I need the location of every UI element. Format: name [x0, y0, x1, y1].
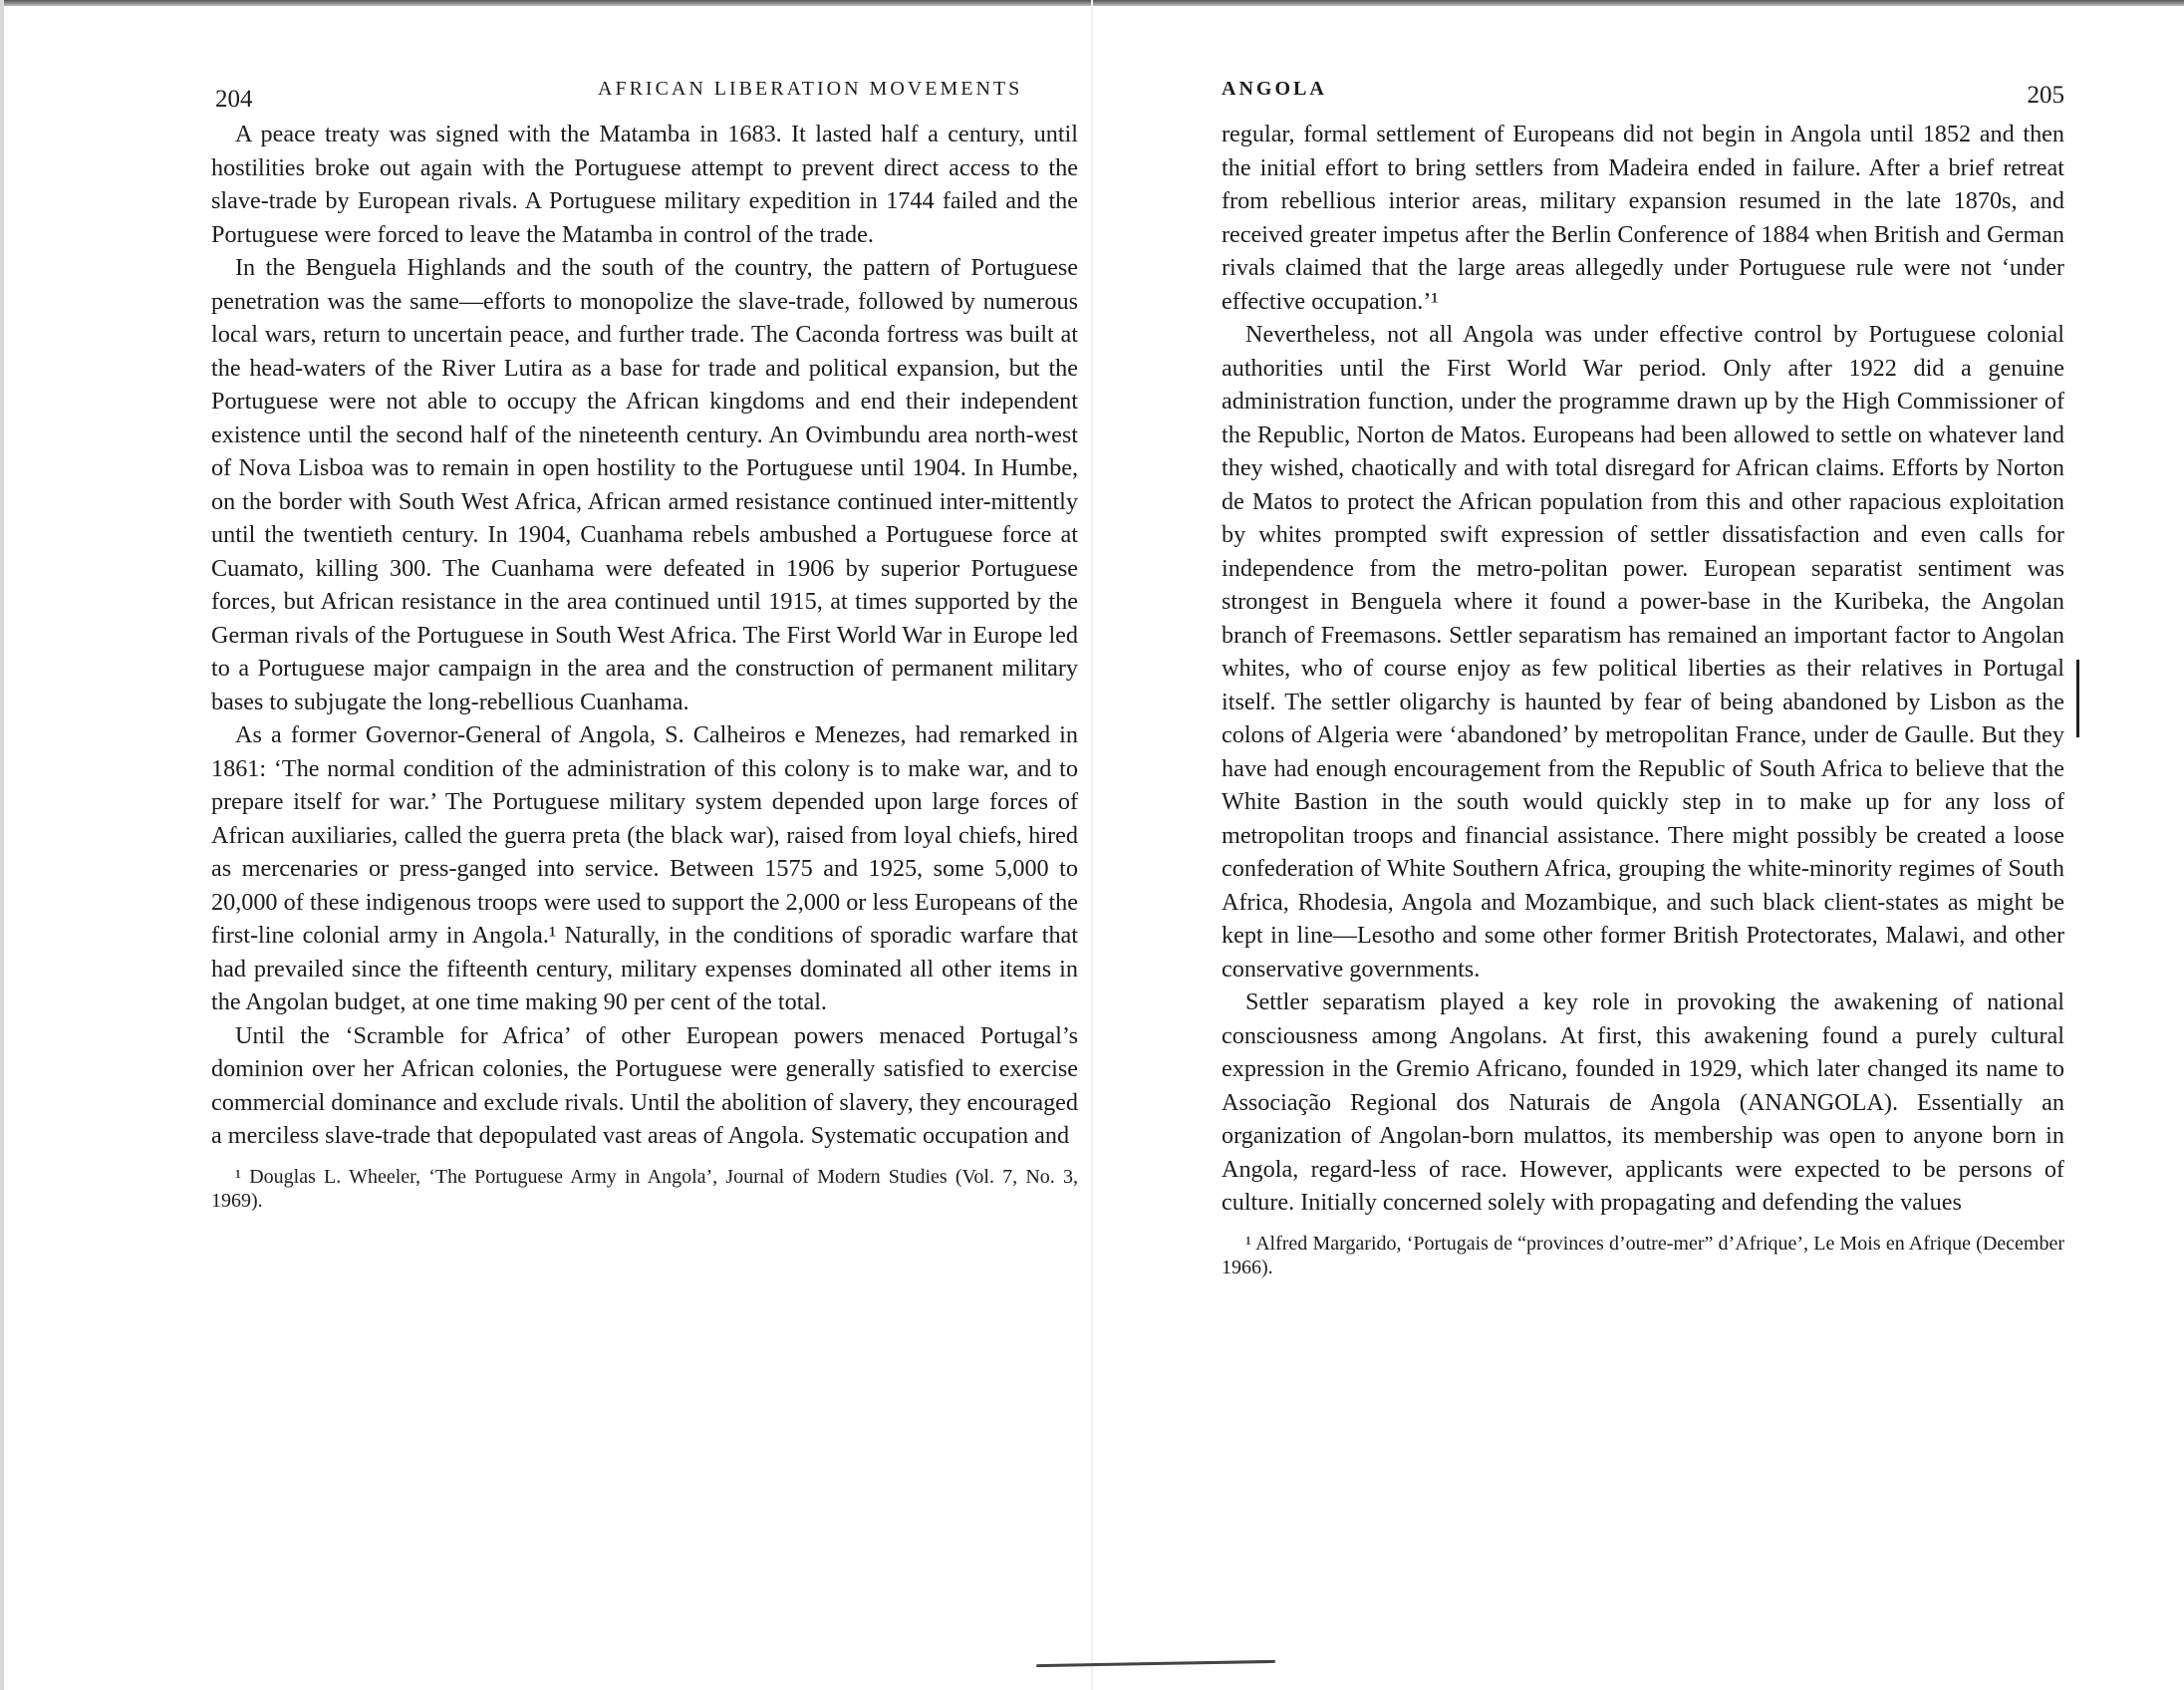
right-page: [1222, 70, 2064, 1279]
right-paragraph-1: regular, formal settlement of Europeans did not begin in Angola until 1852 and then the initial effort to bring settlers from Madeira ended in failure. After a brief retreat from rebellious interior areas, military expansion resumed in the late 1870s, and received greater impetus after the Berlin Conference of 1884 when British and German rivals claimed that the large areas allegedly under Portuguese rule were not ‘under effective occupation.’¹: [1222, 121, 2064, 315]
right-running-header: [1222, 70, 2064, 118]
left-running-head-title: AFRICAN LIBERATION MOVEMENTS: [598, 78, 1023, 100]
right-paragraph-2: Nevertheless, not all Angola was under effective control by Portuguese colonial authorities until the First World War period. Only after 1922 did a genuine administration function, under the programme drawn up by the High Commissioner of the Republic, Norton de Matos. Europeans had been allowed to settle on whatever land they wished, chaotically and with total disregard for African claims. Efforts by Norton de Matos to protect the African population from this and other rapacious exploitation by whites prompted swift expression of settler dissatisfaction and even calls for independence from the metro-politan power. European separatist sentiment was strongest in Benguela where it found a power-base in the Kuribeka, the Angolan branch of Freemasons. Settler separatism has remained an important factor to Angolan whites, who of course enjoy as few political liberties as their relatives in Portugal itself. The settler oligarchy is haunted by fear of being abandoned by Lisbon as the colons of Algeria were ‘abandoned’ by metropolitan France, under de Gaulle. But they have had enough encouragement from the Republic of South Africa to believe that the White Bastion in the south would quickly step in to make up for any loss of metropolitan troops and financial assistance. There might possibly be created a loose confederation of White Southern Africa, grouping the white-minority regimes of South Africa, Rhodesia, Angola and Mozambique, and such black client-states as might be kept in line—Lesotho and some other former British Protectorates, Malawi, and other conservative governments.: [1222, 321, 2064, 983]
left-page: [211, 70, 1078, 1213]
left-page-number: 204: [215, 86, 253, 113]
left-paragraph-2: In the Benguela Highlands and the south of the country, the pattern of Portuguese penetration was the same—efforts to monopolize the slave-trade, followed by numerous local wars, return to uncertain peace, and further trade. The Caconda fortress was built at the head-waters of the River Lutira as a base for trade and political expansion, but the Portuguese were not able to occupy the African kingdoms and end their independent existence until the second half of the nineteenth century. An Ovimbundu area north-west of Nova Lisboa was to remain in open hostility to the Portuguese until 1904. In Humbe, on the border with South West Africa, African armed resistance continued inter-mittently until the twentieth century. In 1904, Cuanhama rebels ambushed a Portuguese force at Cuamato, killing 300. The Cuanhama were defeated in 1906 by superior Portuguese forces, but African resistance in the area continued until 1915, at times supported by the German rivals of the Portuguese in South West Africa. The First World War in Europe led to a Portuguese major campaign in the area and the construction of permanent military bases to subjugate the long-rebellious Cuanhama.: [211, 254, 1078, 715]
scan-bottom-mark: [1036, 1660, 1275, 1667]
left-paragraph-4: Until the ‘Scramble for Africa’ of other European powers menaced Portugal’s dominion over her African colonies, the Portuguese were generally satisfied to exercise commercial dominance and exclude rivals. Until the abolition of slavery, they encouraged a merciless slave-trade that depopulated vast areas of Angola. Systematic occupation and: [211, 1021, 1078, 1149]
right-running-head-title: ANGOLA: [1222, 78, 1327, 100]
left-footnote: ¹ Douglas L. Wheeler, ‘The Portuguese Army in Angola’, Journal of Modern Studies (Vol. 7, No. 3, 1969).: [211, 1165, 1078, 1212]
scan-left-edge: [0, 0, 4, 1690]
right-paragraph-3: Settler separatism played a key role in provoking the awakening of national consciousness among Angolans. At first, this awakening found a purely cultural expression in the Gremio Africano, founded in 1929, which later changed its name to Associação Regional dos Naturais de Angola (ANANGOLA). Essentially an organization of Angolan-born mulattos, its membership was open to anyone born in Angola, regard-less of race. However, applicants were expected to be persons of culture. Initially concerned solely with propagating and defending the values: [1222, 988, 2064, 1216]
book-spine: [1091, 0, 1093, 1690]
right-footnote: ¹ Alfred Margarido, ‘Portugais de “provinces d’outre-mer” d’Afrique’, Le Mois en Afrique (December 1966).: [1222, 1232, 2064, 1278]
left-paragraph-1: A peace treaty was signed with the Matamba in 1683. It lasted half a century, until hostilities broke out again with the Portuguese attempt to prevent direct access to the slave-trade by European rivals. A Portuguese military expedition in 1744 failed and the Portuguese were forced to leave the Matamba in control of the trade.: [211, 121, 1078, 248]
left-running-header: [211, 70, 1078, 118]
left-paragraph-3: As a former Governor-General of Angola, S. Calheiros e Menezes, had remarked in 1861: ‘The normal condition of the administration of this colony is to make war, and to prepare itself for war.’ The Portuguese military system depended upon large forces of African auxiliaries, called the guerra preta (the black war), raised from loyal chiefs, hired as mercenaries or press-ganged into service. Between 1575 and 1925, some 5,000 to 20,000 of these indigenous troops were used to support the 2,000 or less Europeans of the first-line colonial army in Angola.¹ Naturally, in the conditions of sporadic warfare that had prevailed since the fifteenth century, military expenses dominated all other items in the Angolan budget, at one time making 90 per cent of the total.: [211, 721, 1078, 1015]
right-page-number: 205: [2027, 82, 2064, 109]
margin-bracket-annotation: [2076, 660, 2079, 737]
